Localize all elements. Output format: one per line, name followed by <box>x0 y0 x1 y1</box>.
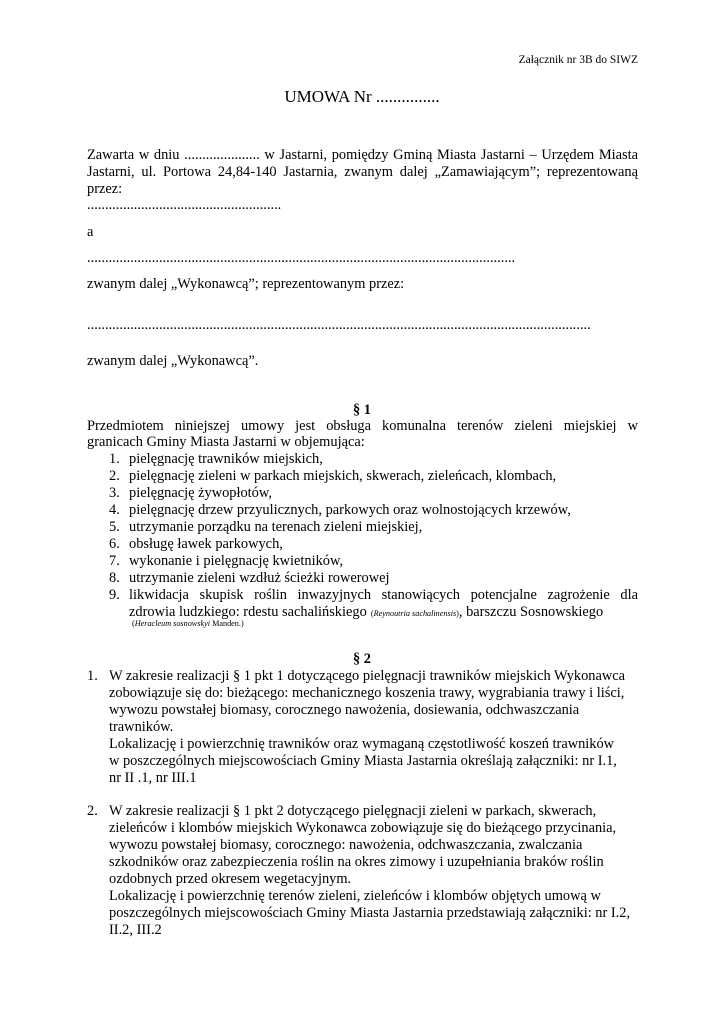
list-item-number: 5. <box>109 519 120 535</box>
section-1-line-2: granicach Gminy Miasta Jastarni w objemująca: <box>87 434 365 450</box>
intro-line-2: Jastarni, ul. Portowa 24,84-140 Jastarnia, zwanym dalej „Zamawiającym”; reprezentowaną <box>87 164 638 180</box>
paragraph-line: wywozu powstałej biomasy, corocznego nawożenia, dosiewania, odchwaszczania <box>109 702 580 718</box>
list-item-text: zdrowia ludzkiego: rdestu sachalińskiego <box>129 604 367 620</box>
latin-name-open: ( <box>370 609 374 618</box>
list-item-number: 1. <box>109 451 120 467</box>
contractor-end: zwanym dalej „Wykonawcą”. <box>87 353 259 369</box>
and-label: a <box>87 224 94 240</box>
latin-name-open: ( <box>132 619 135 628</box>
section-1-line-1: Przedmiotem niniejszej umowy jest obsługa komunalna terenów zieleni miejskiej w <box>87 418 638 434</box>
list-item: likwidacja skupisk roślin inwazyjnych stanowiących potencjalne zagrożenie dla <box>129 587 638 603</box>
latin-name: Reynoutria sachalinensis <box>373 609 457 618</box>
intro-line-1: Zawarta w dniu ..................... w Jastarni, pomiędzy Gminą Miasta Jastarni – Urzędem Miasta <box>87 147 638 163</box>
latin-name-close: ) <box>456 609 459 618</box>
list-item: pielęgnację trawników miejskich, <box>129 451 323 467</box>
list-item-number: 8. <box>109 570 120 586</box>
paragraph-line: szkodników oraz zabezpieczenia roślin na okres zimowy i uzupełniania braków roślin <box>109 854 604 870</box>
paragraph-number: 1. <box>87 668 98 684</box>
paragraph-line: W zakresie realizacji § 1 pkt 1 dotyczącego pielęgnacji trawników miejskich Wykonawca <box>109 668 626 684</box>
list-item: obsługę ławek parkowych, <box>129 536 283 552</box>
list-item: pielęgnację drzew przyulicznych, parkowych oraz wolnostojących krzewów, <box>129 502 571 518</box>
section-2-heading: § 2 <box>353 651 371 667</box>
paragraph-line: Lokalizację i powierzchnię terenów zieleni, zieleńców i klombów objętych umową w <box>109 888 601 904</box>
contractor-representative: zwanym dalej „Wykonawcą”; reprezentowanym przez: <box>87 276 405 292</box>
list-item: utrzymanie porządku na terenach zieleni miejskiej, <box>129 519 423 535</box>
paragraph-line: zobowiązuje się do: bieżącego: mechanicznego koszenia trawy, wygrabiania trawy i liści, <box>109 685 625 701</box>
paragraph-line: W zakresie realizacji § 1 pkt 2 dotyczącego pielęgnacji zieleni w parkach, skwerach, <box>109 803 597 819</box>
list-item-number: 2. <box>109 468 120 484</box>
paragraph-line: Lokalizację i powierzchnię trawników oraz wymaganą częstotliwość koszeń trawników <box>109 736 615 752</box>
paragraph-line: w poszczególnych miejscowościach Gminy Miasta Jastarnia określają załączniki: nr I.1, <box>109 753 617 769</box>
paragraph-number: 2. <box>87 803 98 819</box>
list-item: wykonanie i pielęgnację kwietników, <box>129 553 344 569</box>
contractor-dots: ....................................................................................................................... <box>87 250 516 266</box>
list-item-number: 7. <box>109 553 120 569</box>
contract-title: UMOWA Nr ............... <box>284 87 440 106</box>
list-item-number: 9. <box>109 587 120 603</box>
latin-name-line <box>132 619 244 629</box>
paragraph-line: poszczególnych miejscowościach Gminy Miasta Jastarnia przedstawiają załączniki: nr I.2, <box>109 905 631 921</box>
list-item: pielęgnację zieleni w parkach miejskich, skwerach, zieleńcach, klombach, <box>129 468 557 484</box>
representative-dots: ...................................................... <box>87 197 282 213</box>
contractor-rep-dots: ............................................................................................................................................ <box>87 317 591 333</box>
attachment-label: Załącznik nr 3B do SIWZ <box>518 54 638 66</box>
list-item-number: 6. <box>109 536 120 552</box>
paragraph-line: zieleńców i klombów miejskich Wykonawca zobowiązuje się do bieżącego przycinania, <box>109 820 617 836</box>
paragraph-line: wywozu powstałej biomasy, corocznego: nawożenia, odchwaszczania, zwalczania <box>109 837 583 853</box>
paragraph-line: ozdobnych przed okresem wegetacyjnym. <box>109 871 352 887</box>
latin-name: Heracleum sosnowskyi <box>134 619 211 628</box>
paragraph-line: nr II .1, nr III.1 <box>109 770 197 786</box>
list-item-number: 3. <box>109 485 120 501</box>
paragraph-line: trawników. <box>109 719 174 735</box>
intro-line-3: przez: <box>87 181 123 197</box>
paragraph-line: II.2, III.2 <box>109 922 162 938</box>
list-item-text: , barszczu Sosnowskiego <box>458 604 604 620</box>
list-item: utrzymanie zieleni wzdłuż ścieżki rowerowej <box>129 570 390 586</box>
section-1-heading: § 1 <box>353 402 371 418</box>
list-item-number: 4. <box>109 502 120 518</box>
latin-name-rest: Manden.) <box>210 619 244 628</box>
list-item: pielęgnację żywopłotów, <box>129 485 272 501</box>
